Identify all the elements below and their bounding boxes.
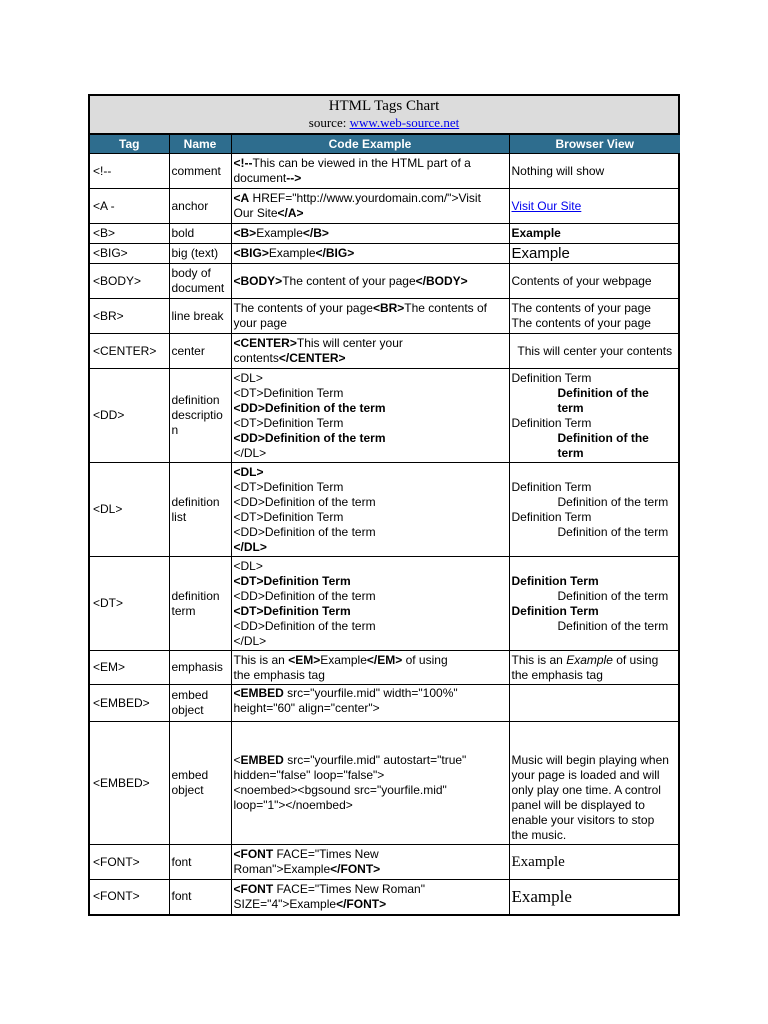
code-text: <DT>Definition Term	[233, 385, 344, 400]
code-line	[234, 351, 507, 366]
code-line	[234, 668, 507, 683]
name-line: definition	[171, 588, 220, 603]
code-tag-text: <!--	[233, 156, 253, 170]
header-row	[90, 135, 680, 154]
code-tag-text: EMBED	[240, 753, 284, 767]
table-row	[90, 244, 680, 264]
source-line	[90, 115, 678, 131]
tag-cell: <EM>	[90, 651, 169, 685]
view-line: enable your visitors to stop	[511, 813, 655, 827]
code-text: your page	[233, 316, 287, 330]
code-text: <DD>Definition of the term	[233, 524, 376, 539]
code-tag-text: </CENTER>	[278, 351, 346, 365]
view-cell: Example	[509, 845, 680, 880]
view-line: Music will begin playing when	[511, 753, 669, 767]
view-cell	[509, 651, 680, 685]
name-cell	[169, 557, 231, 651]
view-cell: Contents of your webpage	[509, 264, 680, 299]
code-line	[234, 634, 507, 649]
code-line	[234, 495, 507, 510]
code-line	[234, 753, 507, 768]
code-line	[234, 416, 507, 431]
table-row	[90, 880, 680, 914]
view-definition: Definition of the term	[557, 618, 669, 633]
tag-cell: <BIG>	[90, 244, 169, 264]
view-term: Definition Term	[511, 573, 599, 588]
code-line	[234, 246, 507, 261]
view-line: the music.	[511, 828, 567, 842]
name-cell: font	[169, 880, 231, 914]
view-definition: term	[557, 445, 584, 460]
view-text: This is an	[511, 652, 567, 667]
view-cell	[509, 685, 680, 722]
code-cell	[231, 154, 509, 189]
view-term: Definition Term	[511, 479, 592, 494]
code-tag-text: <CENTER>	[233, 336, 297, 350]
code-tag-text: </FONT>	[336, 896, 387, 911]
chart-title: HTML Tags Chart	[328, 98, 440, 114]
code-text: The contents of	[404, 301, 488, 315]
code-tag-text: <A	[233, 191, 250, 205]
code-line	[234, 386, 507, 401]
table-row	[90, 334, 680, 369]
header-tag: Tag	[90, 135, 169, 154]
code-text: contents	[233, 351, 279, 365]
code-line	[234, 156, 507, 171]
tag-cell: <EMBED>	[90, 722, 169, 845]
name-line: definition	[171, 494, 220, 509]
view-line: the emphasis tag	[511, 667, 603, 682]
view-line: panel will be displayed to	[511, 798, 645, 812]
view-cell	[509, 557, 680, 651]
code-line	[234, 431, 507, 446]
code-line	[234, 897, 507, 912]
name-line: object	[171, 703, 204, 717]
code-line	[234, 301, 507, 316]
code-cell	[231, 264, 509, 299]
name-cell: font	[169, 845, 231, 880]
name-cell: body of document	[169, 264, 231, 299]
code-tag-text: </DL>	[233, 539, 267, 554]
code-text: <DD>Definition of the term	[233, 618, 376, 633]
code-tag-text: </BIG>	[315, 246, 355, 260]
code-text: src="yourfile.mid" autostart="true"	[283, 753, 467, 767]
table-row	[90, 651, 680, 685]
view-definition: Definition of the term	[557, 494, 669, 509]
code-line	[234, 653, 507, 668]
name-cell: bold	[169, 224, 231, 244]
tag-cell: <CENTER>	[90, 334, 169, 369]
code-cell	[231, 369, 509, 463]
code-line	[234, 446, 507, 461]
view-line: The contents of your page	[511, 316, 651, 330]
table-row	[90, 264, 680, 299]
code-cell	[231, 463, 509, 557]
code-cell	[231, 334, 509, 369]
name-line: embed	[171, 768, 209, 782]
code-text: Our Site	[233, 206, 278, 220]
tag-cell: <B>	[90, 224, 169, 244]
code-tag-text: <BR>	[372, 301, 405, 315]
code-text: FACE="Times New	[273, 847, 379, 861]
code-cell	[231, 722, 509, 845]
name-line: object	[171, 783, 204, 797]
code-text: The contents of your page	[233, 301, 373, 315]
view-line: your page is loaded and will	[511, 768, 660, 782]
code-tag-text: <FONT	[233, 847, 274, 861]
code-tag-text: <BIG>	[233, 246, 269, 260]
code-tag-text: </B>	[302, 226, 329, 240]
header-browser-view: Browser View	[509, 135, 680, 154]
table-row	[90, 154, 680, 189]
name-cell: line break	[169, 299, 231, 334]
code-text: <DT>Definition Term	[233, 415, 344, 430]
code-text: <DL>	[233, 558, 263, 573]
code-cell	[231, 244, 509, 264]
name-cell	[169, 685, 231, 722]
code-text: <	[233, 753, 241, 767]
code-text: This can be viewed in the HTML part of a	[252, 156, 471, 170]
chart-title-block	[90, 96, 678, 134]
table-row	[90, 722, 680, 845]
view-term: Definition Term	[511, 509, 592, 524]
table-row	[90, 369, 680, 463]
view-cell	[509, 189, 680, 224]
code-cell	[231, 299, 509, 334]
code-line	[234, 206, 507, 221]
code-text: Example	[320, 652, 367, 667]
code-text: Example	[268, 246, 316, 260]
code-line	[234, 480, 507, 495]
name-cell	[169, 722, 231, 845]
code-text: The content of your page	[282, 273, 416, 288]
code-tag-text: </FONT>	[330, 862, 381, 876]
code-line	[234, 525, 507, 540]
code-line	[234, 783, 507, 798]
code-tag-text: <BODY>	[233, 273, 283, 288]
source-label: source:	[308, 115, 347, 130]
view-definition: Definition of the	[557, 430, 649, 445]
view-cell: This will center your contents	[509, 334, 680, 369]
code-line	[234, 171, 507, 186]
code-cell	[231, 845, 509, 880]
name-line: definition	[171, 393, 220, 407]
code-tag-text: <EMBED	[233, 686, 284, 700]
code-line	[234, 191, 507, 206]
view-definition: Definition of the term	[557, 588, 669, 603]
header-code-example: Code Example	[231, 135, 509, 154]
code-text: </DL>	[233, 445, 267, 460]
name-line: term	[171, 603, 196, 618]
code-text: </DL>	[233, 633, 267, 648]
name-cell: emphasis	[169, 651, 231, 685]
code-tag-text: <DD>Definition of the term	[233, 430, 386, 445]
code-tag-text: <DT>Definition Term	[233, 603, 351, 618]
view-term: Definition Term	[511, 415, 592, 430]
header-name: Name	[169, 135, 231, 154]
view-emphasis: Example	[566, 652, 613, 667]
code-text: This is an	[233, 652, 289, 667]
code-line	[234, 847, 507, 862]
view-definition: Definition of the term	[557, 524, 669, 539]
code-cell	[231, 880, 509, 914]
code-cell	[231, 651, 509, 685]
code-text: <DD>Definition of the term	[233, 494, 376, 509]
name-line: embed	[171, 688, 209, 702]
code-text: height="60" align="center">	[233, 701, 380, 715]
tag-cell: <BR>	[90, 299, 169, 334]
code-line	[234, 316, 507, 331]
code-line	[234, 540, 507, 555]
code-text: <DL>	[233, 370, 263, 385]
view-cell: Example	[509, 224, 680, 244]
code-line	[234, 226, 507, 241]
code-tag-text: </A>	[277, 206, 304, 220]
html-tags-chart	[88, 94, 680, 916]
table-row	[90, 224, 680, 244]
view-text: of using	[612, 652, 659, 667]
name-line: n	[171, 423, 179, 437]
code-text: <DT>Definition Term	[233, 479, 344, 494]
name-cell: center	[169, 334, 231, 369]
code-text: FACE="Times New Roman"	[273, 881, 425, 896]
tag-cell: <FONT>	[90, 880, 169, 914]
code-line	[234, 589, 507, 604]
tag-cell: <DL>	[90, 463, 169, 557]
code-text: <DT>Definition Term	[233, 509, 344, 524]
view-line	[512, 653, 679, 668]
code-line	[234, 465, 507, 480]
code-text: document	[233, 171, 287, 185]
table-row	[90, 557, 680, 651]
code-text: the emphasis tag	[233, 667, 325, 682]
tag-cell: <DD>	[90, 369, 169, 463]
code-line	[234, 862, 507, 877]
code-cell	[231, 557, 509, 651]
tag-cell: <FONT>	[90, 845, 169, 880]
code-text: <noembed><bgsound src="yourfile.mid"	[233, 783, 447, 797]
tag-cell: <!--	[90, 154, 169, 189]
name-line: list	[171, 509, 187, 524]
code-text: hidden="false" loop="false">	[233, 768, 385, 782]
code-tag-text: </EM>	[366, 652, 403, 667]
code-cell	[231, 189, 509, 224]
name-line: descriptio	[171, 408, 223, 422]
code-tag-text: -->	[286, 171, 302, 185]
view-cell: Example	[509, 244, 680, 264]
code-text: <DD>Definition of the term	[233, 588, 376, 603]
code-line	[234, 686, 507, 701]
source-link[interactable]: www.web-source.net	[349, 115, 460, 130]
code-text: of using	[402, 652, 448, 667]
view-definition: Definition of the	[557, 385, 649, 400]
code-tag-text: <B>	[233, 226, 257, 240]
code-text: Example	[256, 226, 303, 240]
view-cell: Nothing will show	[509, 154, 680, 189]
table-row	[90, 685, 680, 722]
view-cell	[509, 369, 680, 463]
tag-cell: <EMBED>	[90, 685, 169, 722]
code-tag-text: <FONT	[233, 881, 274, 896]
code-tag-text: </BODY>	[415, 273, 468, 288]
name-cell	[169, 463, 231, 557]
view-line: only play one time. A control	[511, 783, 661, 797]
code-line	[234, 336, 507, 351]
view-term: Definition Term	[511, 603, 599, 618]
view-cell: Example	[509, 880, 680, 914]
code-text: HREF="http://www.yourdomain.com/">Visit	[249, 191, 481, 205]
view-line: The contents of your page	[511, 301, 651, 315]
code-text: This will center your	[296, 336, 403, 350]
table-row	[90, 299, 680, 334]
code-line	[234, 274, 507, 289]
code-line	[234, 701, 507, 716]
code-line	[234, 768, 507, 783]
view-cell	[509, 722, 680, 845]
code-line	[234, 882, 507, 897]
code-line	[234, 401, 507, 416]
tag-cell: <DT>	[90, 557, 169, 651]
table-row	[90, 189, 680, 224]
code-line	[234, 604, 507, 619]
view-cell	[509, 463, 680, 557]
code-text: loop="1"></noembed>	[233, 798, 353, 812]
tag-cell: <A -	[90, 189, 169, 224]
view-term: Definition Term	[511, 370, 592, 385]
name-cell	[169, 369, 231, 463]
tags-table	[90, 134, 680, 914]
code-line	[234, 510, 507, 525]
code-tag-text: <EM>	[288, 652, 321, 667]
table-row	[90, 463, 680, 557]
code-line	[234, 798, 507, 813]
name-cell: comment	[169, 154, 231, 189]
tag-cell: <BODY>	[90, 264, 169, 299]
code-tag-text: <DL>	[233, 464, 264, 479]
code-text: Roman">Example	[233, 862, 331, 876]
code-line	[234, 619, 507, 634]
code-tag-text: <DD>Definition of the term	[233, 400, 386, 415]
table-row	[90, 845, 680, 880]
code-text: src="yourfile.mid" width="100%"	[283, 686, 458, 700]
view-cell	[509, 299, 680, 334]
code-text: SIZE="4">Example	[233, 896, 337, 911]
name-cell: anchor	[169, 189, 231, 224]
code-line	[234, 574, 507, 589]
view-definition: term	[557, 400, 584, 415]
code-cell	[231, 224, 509, 244]
name-cell: big (text)	[169, 244, 231, 264]
code-line	[234, 371, 507, 386]
code-cell	[231, 685, 509, 722]
code-line	[234, 559, 507, 574]
code-tag-text: <DT>Definition Term	[233, 573, 351, 588]
visit-our-site-link[interactable]: Visit Our Site	[511, 198, 582, 213]
